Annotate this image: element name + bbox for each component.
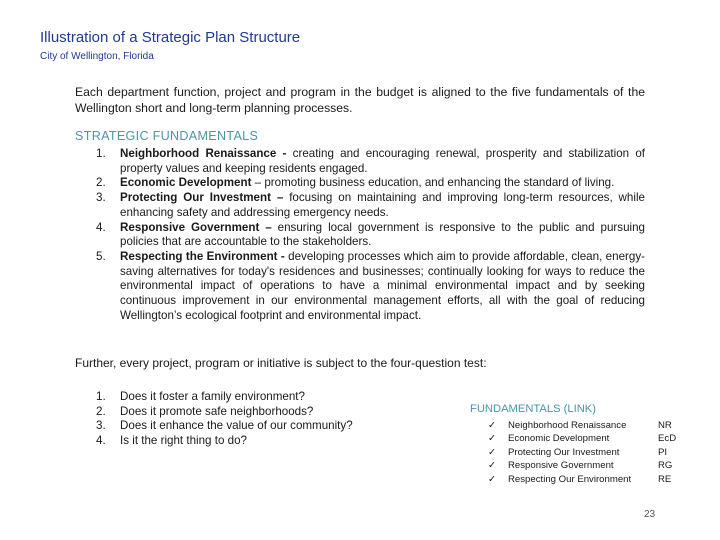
question-item [75, 434, 405, 449]
item-number: 2. [96, 404, 106, 418]
fundamental-item [75, 250, 645, 324]
item-number: 2. [96, 176, 106, 190]
table-row [488, 446, 698, 459]
fundamental-name: Protecting Our Investment [508, 446, 620, 458]
fundamental-abbreviation: PI [658, 446, 668, 458]
question-item [75, 405, 405, 420]
fundamental-abbreviation: RG [658, 460, 673, 472]
question-text: Is it the right thing to do? [120, 434, 247, 448]
page-number: 23 [644, 509, 656, 520]
table-row [488, 419, 698, 432]
fundamentals-link-table [488, 419, 698, 486]
question-item [75, 419, 405, 434]
fundamental-abbreviation: NR [658, 420, 672, 431]
checkmark-icon: ✓ [488, 473, 497, 485]
fundamental-name: Neighborhood Renaissance [508, 420, 627, 431]
fundamental-name: Economic Development [508, 433, 610, 445]
question-list [75, 390, 405, 449]
table-row [488, 459, 698, 472]
item-number: 4. [96, 434, 106, 448]
fundamental-term: Neighborhood Renaissance - [120, 147, 287, 160]
fundamental-term: Respecting the Environment - [120, 249, 285, 263]
checkmark-icon: ✓ [488, 460, 497, 472]
question-text: Does it enhance the value of our community? [120, 419, 353, 433]
strategic-fundamentals-heading: STRATEGIC FUNDAMENTALS [75, 129, 259, 143]
item-number: 1. [96, 147, 106, 160]
question-item [75, 390, 405, 405]
fundamental-item [75, 191, 645, 220]
table-row [488, 432, 698, 445]
item-number: 3. [96, 191, 106, 205]
question-text: Does it promote safe neighborhoods? [120, 404, 314, 418]
fundamental-term: Economic Development [120, 176, 252, 190]
checkmark-icon: ✓ [488, 433, 497, 445]
item-number: 4. [96, 220, 106, 234]
fundamentals-link-heading: FUNDAMENTALS (LINK) [470, 403, 596, 415]
item-number: 3. [96, 419, 106, 433]
fundamental-abbreviation: EcD [658, 433, 677, 445]
checkmark-icon: ✓ [488, 446, 497, 458]
question-text: Does it foster a family environment? [120, 390, 305, 403]
item-number: 1. [96, 390, 106, 403]
four-question-intro: Further, every project, program or initiative is subject to the four-question test: [75, 356, 487, 370]
fundamental-name: Respecting Our Environment [508, 473, 632, 485]
fundamental-item [75, 176, 645, 191]
page-title: Illustration of a Strategic Plan Structure [40, 29, 301, 46]
fundamental-description: – promoting business education, and enhancing the standard of living. [254, 176, 615, 190]
fundamentals-list [75, 147, 645, 323]
fundamental-term: Responsive Government – [120, 220, 272, 234]
item-number: 5. [96, 249, 106, 263]
intro-paragraph: Each department function, project and program in the budget is aligned to the five fundamentals of the Wellington short and long-term planning processes. [75, 85, 645, 115]
fundamental-item [75, 221, 645, 250]
fundamental-term: Protecting Our Investment – [120, 191, 284, 205]
fundamental-description: creating and encouraging renewal, prosperity and stabilization of property values and keeping residents engaged. [120, 147, 645, 175]
fundamental-description: ensuring local government is responsive to the public and pursuing policies that are accountable to the stakeholders. [120, 220, 645, 249]
page-subtitle: City of Wellington, Florida [40, 51, 154, 62]
fundamental-item [75, 147, 645, 176]
fundamental-name: Responsive Government [508, 460, 614, 472]
table-row [488, 473, 698, 486]
fundamental-description: developing processes which aim to provide affordable, clean, energy-saving alternatives for today's residences and businesses; continually looking for ways to reduce the environmental impact of operations to have a minimal environmental impact and by seeking continuous improvement in our environmental management efforts, all with the goal of reducing Wellington’s ecological footprint and environmental impact. [120, 249, 645, 322]
fundamental-description: focusing on maintaining and improving long-term resources, while enhancing safety and addressing emergency needs. [120, 191, 645, 219]
checkmark-icon: ✓ [488, 420, 497, 431]
fundamental-abbreviation: RE [658, 473, 672, 485]
